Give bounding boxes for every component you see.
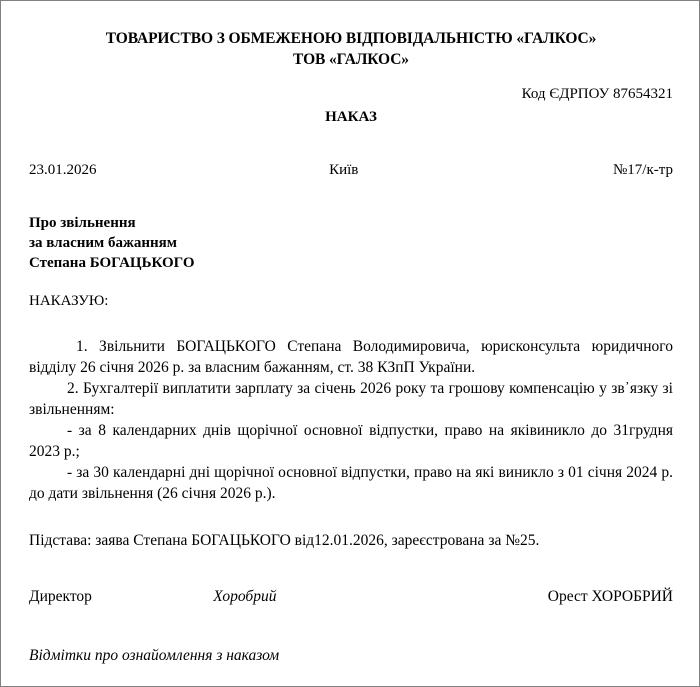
document-content bbox=[29, 1, 673, 686]
signatory-name: Орест ХОРОБРИЙ bbox=[547, 588, 673, 605]
subject-line-1: Про звільнення bbox=[29, 215, 136, 231]
signature-mark: Хоробрий bbox=[213, 588, 277, 605]
order-clause-2 bbox=[29, 378, 673, 420]
signatory-position: Директор bbox=[29, 588, 92, 605]
order-subclause-2: - за 30 календарні дні щорічної основної відпустки, право на які виникло з 01 січня 2024 р. до дати звільнення (26 січня 2026 р.). bbox=[29, 464, 673, 502]
signature-row bbox=[29, 586, 673, 607]
order-keyword: НАКАЗУЮ: bbox=[29, 293, 109, 309]
order-clause-1: 1. Звільнити БОГАЦЬКОГО Степана Володимировича, юрисконсульта юридичного відділу 26 січня 2026 р. за власним бажанням, ст. 38 КЗпП України. bbox=[29, 338, 673, 376]
document-kind-title: НАКАЗ bbox=[325, 109, 377, 125]
document-date: 23.01.2026 bbox=[29, 162, 97, 178]
document-subject bbox=[29, 213, 673, 273]
document-basis: Підстава: заява Степана БОГАЦЬКОГО від12.01.2026, зареєстрована за №25. bbox=[29, 532, 540, 549]
acknowledgement-note: Відмітки про ознайомлення з наказом bbox=[29, 647, 280, 664]
document-meta-row bbox=[29, 160, 673, 180]
organization-full-name: ТОВАРИСТВО З ОБМЕЖЕНОЮ ВІДПОВІДАЛЬНІСТЮ «ГАЛКОС» bbox=[105, 30, 597, 47]
subject-line-3: Степана БОГАЦЬКОГО bbox=[29, 255, 195, 271]
subject-line-2: за власним бажанням bbox=[29, 235, 178, 251]
document-number: №17/к-тр bbox=[613, 162, 673, 178]
organization-title bbox=[29, 28, 673, 70]
order-subclause-1: - за 8 календарних днів щорічної основної відпустки, право на яківиникло до 31грудня 2023 р.; bbox=[29, 422, 673, 460]
document-place: Київ bbox=[329, 162, 359, 178]
edrpou-code: Код ЄДРПОУ 87654321 bbox=[521, 86, 673, 102]
order-clause-2-text: 2. Бухгалтерії виплатити зарплату за січень 2026 року та грошову компенсацію у зв᾽язку зі звільненням: bbox=[29, 380, 673, 418]
organization-short-name: ТОВ «ГАЛКОС» bbox=[293, 51, 409, 68]
